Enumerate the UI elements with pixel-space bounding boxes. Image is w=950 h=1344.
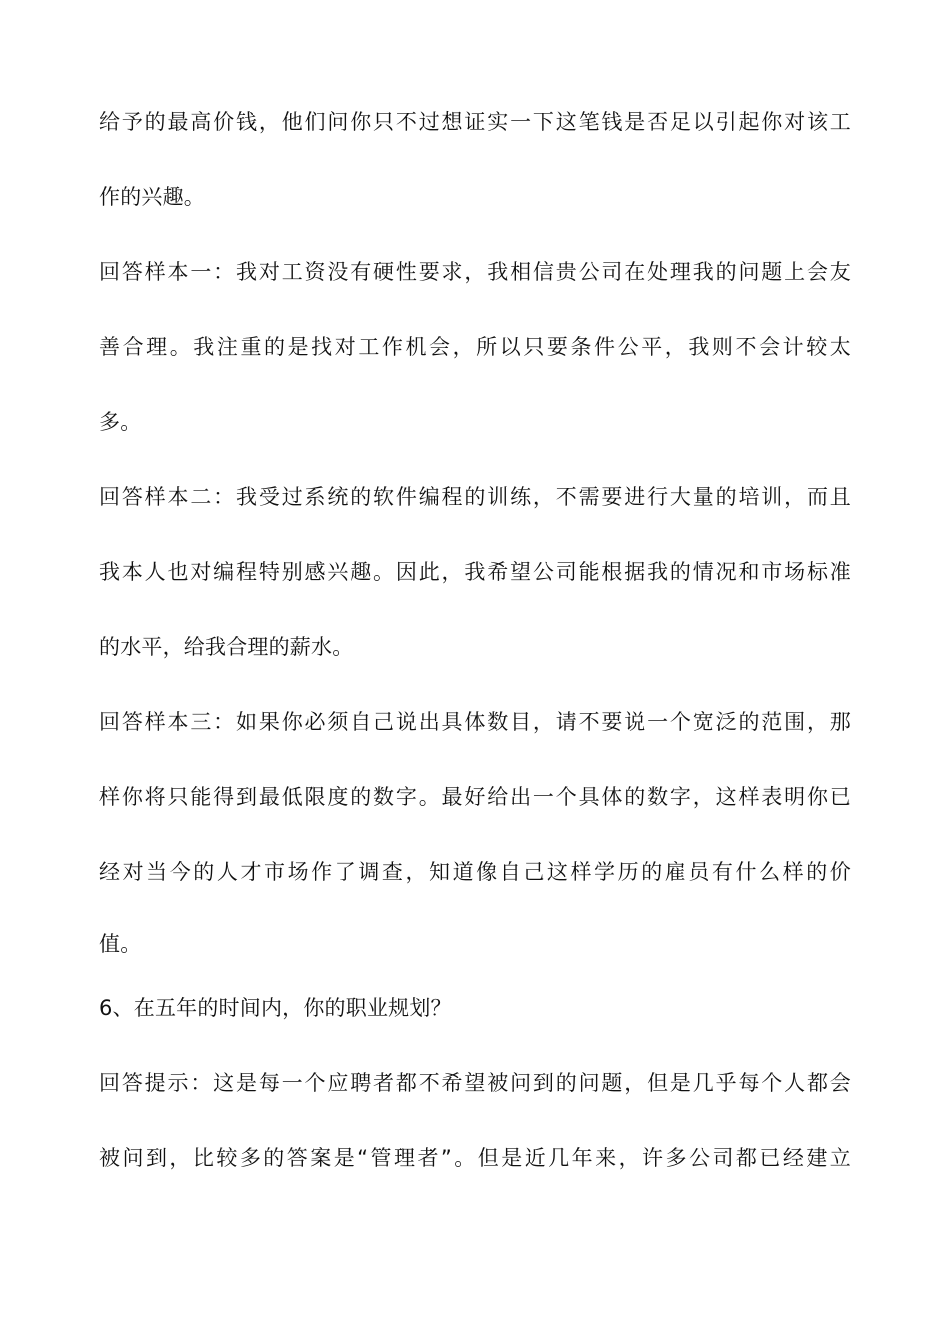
- text-line: 善合理。我注重的是找对工作机会，所以只要条件公平，我则不会计较太: [99, 335, 851, 359]
- text-line: 回答提示：这是每一个应聘者都不希望被问到的问题，但是几乎每个人都会: [99, 1071, 851, 1095]
- text-line: 回答样本三：如果你必须自己说出具体数目，请不要说一个宽泛的范围，那: [99, 710, 851, 734]
- text-line: 的水平，给我合理的薪水。: [99, 635, 354, 659]
- text-line: 被问到，比较多的答案是“管理者”。但是近几年来，许多公司都已经建立: [99, 1146, 851, 1170]
- text-line: 值。: [99, 932, 142, 956]
- text-line: 给予的最高价钱，他们问你只不过想证实一下这笔钱是否足以引起你对该工: [99, 110, 851, 134]
- text-line: 我本人也对编程特别感兴趣。因此，我希望公司能根据我的情况和市场标准: [99, 560, 851, 584]
- text-line: 作的兴趣。: [99, 185, 205, 209]
- text-line: 样你将只能得到最低限度的数字。最好给出一个具体的数字，这样表明你已: [99, 785, 851, 809]
- text-line: 经对当今的人才市场作了调查，知道像自己这样学历的雇员有什么样的价: [99, 860, 851, 884]
- text-line: 回答样本二：我受过系统的软件编程的训练，不需要进行大量的培训，而且: [99, 485, 851, 509]
- text-line: 回答样本一：我对工资没有硬性要求，我相信贵公司在处理我的问题上会友: [99, 260, 851, 284]
- section-heading: 6、在五年的时间内，你的职业规划？: [99, 996, 452, 1020]
- text-line: 多。: [99, 410, 142, 434]
